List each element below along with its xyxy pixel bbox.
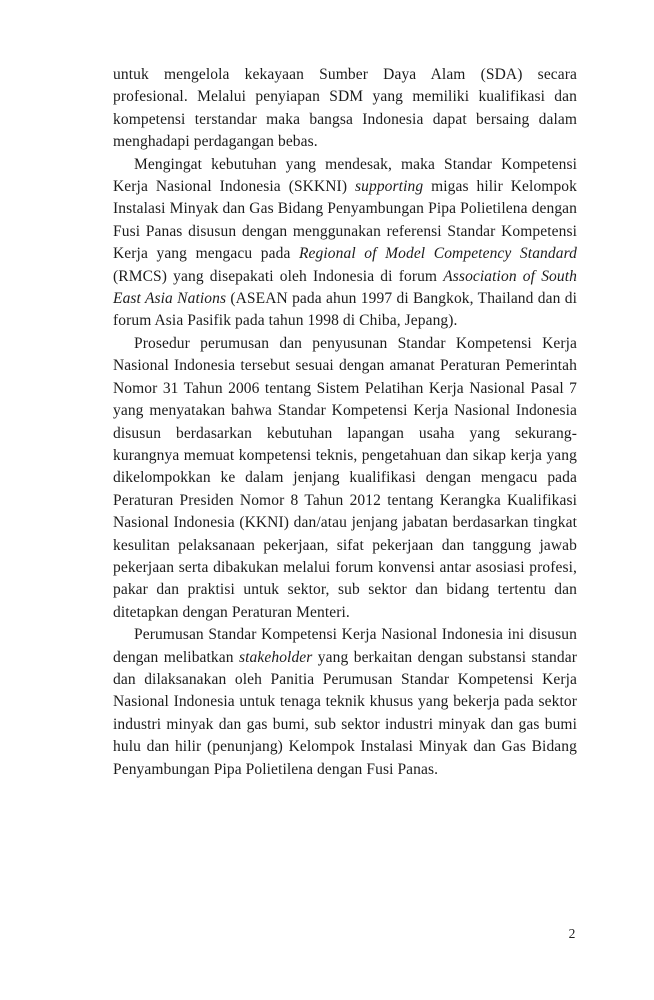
text-run: untuk mengelola kekayaan Sumber Daya Alam (SDA) secara profesional. Melalui penyiapan SDM yang memiliki kualifikasi dan kompetensi terstandar maka bangsa Indonesia dapat bersaing dalam menghadapi perdagangan bebas. (113, 66, 577, 151)
paragraph-1 (113, 64, 577, 154)
italic-text-run: Association of South East Asia Nations (113, 267, 578, 308)
paragraph-4 (113, 624, 577, 781)
text-run: yang berkaitan dengan substansi standar dan dilaksanakan oleh Panitia Perumusan Standar Kompetensi Kerja Nasional Indonesia untuk tenaga teknik khusus yang bekerja pada sektor industri minyak dan gas bumi, sub sektor industri minyak dan gas bumi hulu dan hilir (penunjang) Kelompok Instalasi Minyak dan Gas Bidang Penyambungan Pipa Polietilena dengan Fusi Panas. (113, 648, 577, 778)
italic-text-run: supporting (355, 178, 424, 196)
text-run: Perumusan Standar Kompetensi Kerja Nasional Indonesia ini disusun dengan melibatkan (113, 626, 577, 666)
text-run: Mengingat kebutuhan yang mendesak, maka Standar Kompetensi Kerja Nasional Indonesia (SKKNI) (113, 155, 577, 196)
page-number: 2 (568, 926, 576, 941)
italic-text-run: stakeholder (239, 648, 313, 666)
text-run: Prosedur perumusan dan penyusunan Standar Kompetensi Kerja Nasional Indonesia tersebut sesuai dengan amanat Peraturan Pemerintah Nomor 31 Tahun 2006 tentang Sistem Pelatihan Kerja Nasional Pasal 7 yang menyatakan bahwa Standar Kompetensi Kerja Nasional Indonesia disusun berdasarkan kebutuhan lapangan usaha yang sekurang-kurangnya memuat kompetensi teknis, pengetahuan dan sikap kerja yang dikelompokkan ke dalam jenjang kualifikasi dengan mengacu pada Peraturan Presiden Nomor 8 Tahun 2012 tentang Kerangka Kualifikasi Nasional Indonesia (KKNI) dan/atau jenjang jabatan berdasarkan tingkat kesulitan pelaksanaan pekerjaan, sifat pekerjaan dan tanggung jawab pekerjaan serta dibakukan melalui forum konvensi antar asosiasi profesi, pakar dan praktisi untuk sektor, sub sektor dan bidang tertentu dan ditetapkan dengan Peraturan Menteri. (113, 334, 577, 621)
paragraph-2 (113, 154, 577, 333)
italic-text-run: Regional of Model Competency Standard (298, 245, 577, 263)
paragraph-3 (113, 333, 577, 624)
document-body (113, 64, 577, 781)
text-run: (ASEAN pada ahun 1997 di Bangkok, Thailand dan di forum Asia Pasifik pada tahun 1998 di Chiba, Jepang). (113, 290, 577, 330)
text-run: migas hilir Kelompok Instalasi Minyak dan Gas Bidang Penyambungan Pipa Polietilena dengan Fusi Panas disusun dengan menggunakan referensi Standar Kompetensi Kerja yang mengacu pada (113, 178, 577, 263)
text-run: (RMCS) yang disepakati oleh Indonesia di forum (113, 267, 444, 285)
